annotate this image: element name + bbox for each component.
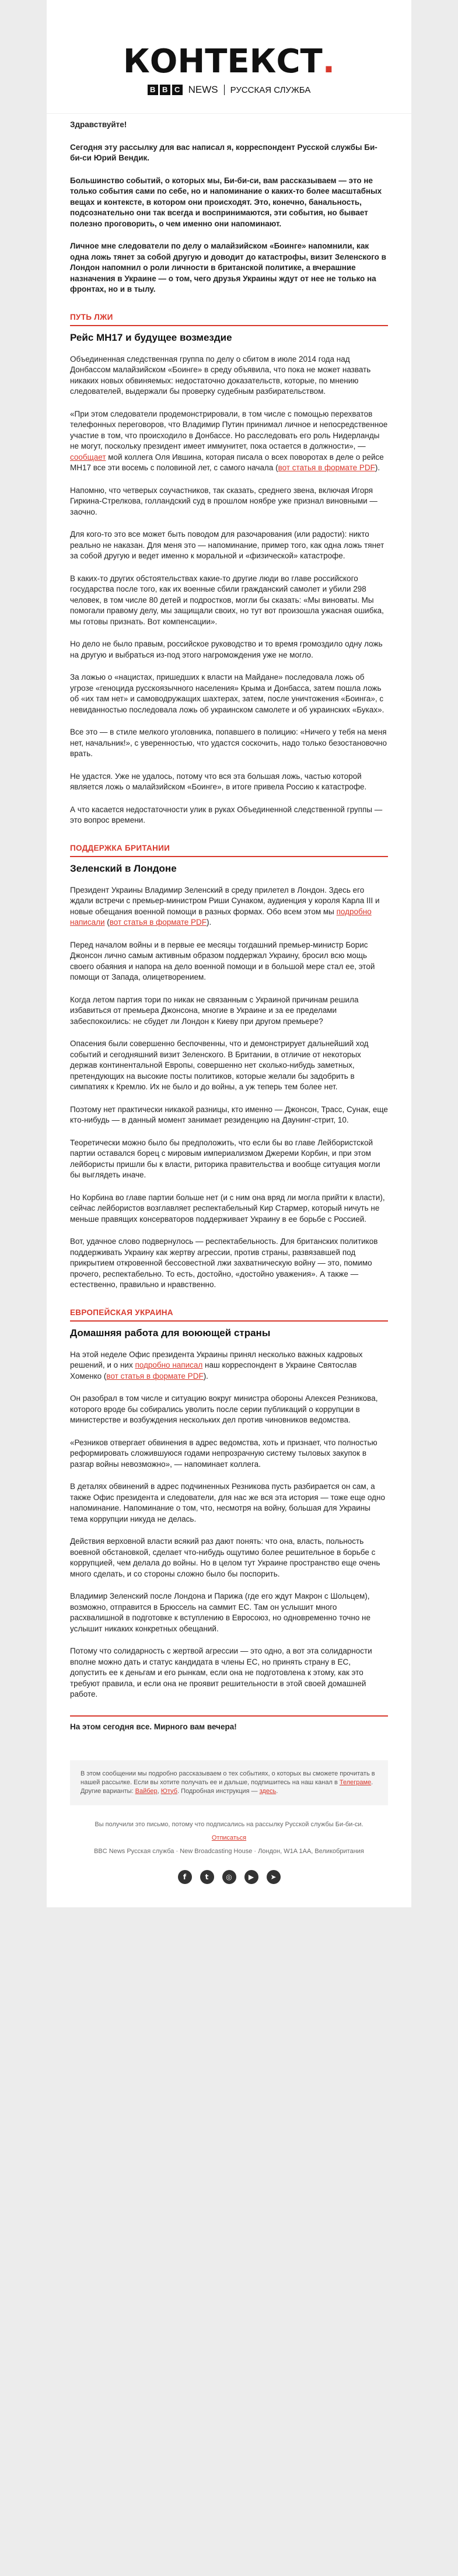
section-title: Зеленский в Лондоне: [70, 862, 177, 874]
article-paragraph: Не удастся. Уже не удалось, потому что вся эта большая ложь, частью которой является ложь о малайзийском «Боинге», в итоге привела Россию к катастрофе.: [70, 771, 367, 791]
text-run: На этой неделе Офис президента Украины принял несколько важных кадровых решений, и о них: [70, 1350, 363, 1369]
facebook-icon[interactable]: f: [178, 1870, 192, 1884]
article-paragraph: [70, 885, 388, 928]
article-link[interactable]: подробно написал: [135, 1361, 203, 1369]
article-paragraph: [70, 1350, 388, 1382]
bbc-letter: B: [160, 85, 170, 95]
article-paragraph: Но дело не было правым, российское руководство и то время громоздило одну ложь на другую и выбраться из-под этого нагромождения уже не могло.: [70, 639, 383, 659]
telegram-icon[interactable]: ➤: [267, 1870, 281, 1884]
bbc-branding: [70, 84, 388, 96]
article-paragraph: Владимир Зеленский после Лондона и Парижа (где его ждут Макрон с Шольцем), возможно, отправится в Брюссель на саммит ЕС. Там он услышит много расхвалишной в подготовке к вступлению в Евросоюз, но одновременно точно не услышит никаких конкретных обещаний.: [70, 1592, 371, 1633]
article-paragraph: Он разобрал в том числе и ситуацию вокруг министра обороны Алексея Резникова, которого вроде бы собирались уволить после серии публикаций о коррупции в министерстве и возбуждения нескольких дел против чиновников ведомства.: [70, 1394, 378, 1424]
text-run: ).: [203, 1371, 208, 1380]
article-paragraph: [70, 409, 388, 474]
logo-text: КОНТЕКСТ: [123, 43, 323, 81]
pdf-link[interactable]: вот статья в формате PDF: [109, 918, 207, 927]
article-paragraph: Но Корбина во главе партии больше нет (и с ним она вряд ли могла прийти к власти), сейчас лейбористов возглавляет респектабельный Кир Стармер, который ничуть не меньше правящих консерваторов поддерживает Украину в ее борьбе с Россией.: [70, 1193, 385, 1224]
instructions-link[interactable]: здесь: [259, 1787, 277, 1795]
intro-lead: Сегодня эту рассылку для вас написал я, корреспондент Русской службы Би-би-си Юрий Вендик.: [70, 142, 377, 162]
section-title: Рейс MH17 и будущее возмездие: [70, 331, 232, 343]
twitter-icon[interactable]: t: [200, 1870, 214, 1884]
service-label: РУССКАЯ СЛУЖБА: [230, 85, 311, 95]
newsletter-footer: [47, 1805, 411, 1867]
section-rubric: ПОДДЕРЖКА БРИТАНИИ: [70, 844, 388, 857]
article-paragraph: Перед началом войны и в первые ее месяцы тогдашний премьер-министр Борис Джонсон лично самым активным образом поддержал Украину, бросил всю мощь своего обаяния и напора на дело военной помощи и в большой мере стал ее, этой помощи от Запада, олицетворением.: [70, 940, 375, 981]
pdf-link[interactable]: вот статья в формате PDF: [278, 463, 375, 472]
article-paragraph: Опасения были совершенно беспочвенны, что и демонстрирует дальнейший ход событий и сегодняшний визит Зеленского. В Британии, в отличие от некоторых держав континентальной Европы, совершенно нет сколько-нибудь заметных, претендующих на высокие посты политиков, которые желали бы задобрить в симпатиях к Кремлю. Их не было и до войны, а уж теперь тем более нет.: [70, 1039, 369, 1091]
article-paragraph: Потому что солидарность с жертвой агрессии — это одно, а вот эта солидарности вполне можно дать и статус кандидата в члены ЕС, но принять страну в ЕС, допустить ее к деньгам и его рынкам, если она не подготовлена к этому, как это требуют правила, и если она не проявит решительности в этой своей домашней работе.: [70, 1647, 372, 1698]
unsubscribe-link[interactable]: Отписаться: [211, 1834, 247, 1841]
newsletter-header: [47, 21, 411, 114]
youtube-icon[interactable]: ▶: [244, 1870, 258, 1884]
text-run: Президент Украины Владимир Зеленский в среду прилетел в Лондон. Здесь его ждали встречи с премьер-министром Риши Сунаком, аудиенция у короля Карла III и новые обещания военной помощи в разных формах. Обо всем этом мы: [70, 885, 380, 916]
article-paragraph: Для кого-то это все может быть поводом для разочарования (или радости): никто реально не наказан. Для меня это — напоминание, пример того, как одна ложь тянет за собой другую и ведет именно к моральной и «физической» катастрофе.: [70, 530, 384, 560]
article-paragraph: Поэтому нет практически никакой разницы, кто именно — Джонсон, Трасс, Сунак, еще кто-нибудь — в данный момент занимает резиденцию на Даунинг-стрит, 10.: [70, 1105, 388, 1124]
article-paragraph: А что касается недостаточности улик в руках Объединенной следственной группы — это вопрос времени.: [70, 805, 383, 824]
signoff: На этом сегодня все. Мирного вам вечера!: [70, 1722, 237, 1731]
article-paragraph: Действия верховной власти всякий раз дают понять: что она, власть, польность воевной обстановкой, сделает что-нибудь ощутимо более решительное в борьбе с коррупцией, чем делала до войны. Но в целом тут Украине пространство еще очень много сделать, и со стороны сложно было бы поспорить.: [70, 1537, 380, 1578]
viber-link[interactable]: Вайбер: [135, 1787, 158, 1795]
bbc-letter: C: [172, 85, 183, 95]
telegram-link[interactable]: Телеграме: [339, 1778, 372, 1786]
text-run: ).: [207, 918, 212, 927]
text-run: (: [104, 918, 110, 927]
text-run: наш корреспондент в Украине Святослав Хоменко (: [70, 1361, 357, 1380]
kontext-logo: [70, 44, 388, 79]
footer-address: BBC News Русская служба · New Broadcasting House · Лондон, W1A 1AA, Великобритания: [94, 1847, 364, 1855]
footer-note: Вы получили это письмо, потому что подписались на рассылку Русской службы Би-би-си.: [95, 1820, 363, 1828]
pdf-link[interactable]: вот статья в формате PDF: [106, 1371, 204, 1380]
newsletter-card: [47, 0, 411, 1907]
section-rubric: ЕВРОПЕЙСКАЯ УКРАИНА: [70, 1308, 388, 1322]
section-rubric: ПУТЬ ЛЖИ: [70, 313, 388, 326]
greeting: Здравствуйте!: [70, 120, 127, 129]
text-run: ).: [375, 463, 380, 472]
social-links: [47, 1867, 411, 1907]
bbc-letter: B: [148, 85, 158, 95]
news-label: NEWS: [188, 84, 218, 95]
article-paragraph: Объединенная следственная группа по делу о сбитом в июле 2014 года над Донбассом малайзийском «Боинге» в среду объявила, что пока не может назвать никаких новых обвиняемых: недостаточно доказательств, которые, по мнению следователей, выдержали бы проверку судебным разбирательством.: [70, 354, 371, 396]
intro-paragraph: Большинство событий, о которых мы, Би-би-си, вам рассказываем — это не только события сами по себе, но и напоминание о каких-то более масштабных вещах и контексте, в котором они происходят. Это, конечно, банальность, подсознательно они так всегда и воспринимаются, эти события, но бывает полезно проговорить, о чем именно они напоминают.: [70, 176, 382, 228]
text-run: «При этом следователи продемонстрировали, в том числе с помощью перехватов телефонных переговоров, что Владимир Путин принимал личное и непосредственное участие в том, что происходило в Донбассе. Но расследовать его роль Нидерланды не могут, поскольку президент имеет иммунитет, пока остается в должности», —: [70, 409, 388, 450]
article-paragraph: Теоретически можно было бы предположить, что если бы во главе Лейбористской партии оставался борец с мировым империализмом Джереми Корбин, и при этом лейбористы пришли бы к власти, риторика правительства и вообще ситуация могли бы выглядеть иначе.: [70, 1138, 380, 1179]
subscription-info-box: [70, 1760, 388, 1805]
logo-dot: .: [322, 43, 335, 81]
instagram-icon[interactable]: ◎: [222, 1870, 236, 1884]
article-paragraph: «Резников отвергает обвинения в адрес ведомства, хоть и признает, что полностью реформировать сложившуюся годами непрозрачную систему тыловых закупок в разгар войны невозможно», — напоминает коллега.: [70, 1438, 377, 1469]
text-run: . Другие варианты:: [81, 1778, 373, 1795]
text-run: мой коллега Оля Ившина, которая писала о всех поворотах в деле о рейсе MH17 все эти восемь с половиной лет, с самого начала (: [70, 452, 384, 472]
newsletter-content: [47, 114, 411, 1760]
text-run: ,: [157, 1787, 161, 1795]
article-link[interactable]: сообщает: [70, 452, 106, 462]
article-link[interactable]: подробно написали: [70, 907, 372, 927]
text-run: .: [276, 1787, 278, 1795]
section-divider: [70, 1712, 388, 1717]
intro-paragraph: Личное мне следователи по делу о малайзийском «Боинге» напомнили, как одна ложь тянет за собой другую и доводит до катастрофы, визит Зеленского в Лондон напомнил о роли личности в британской политике, а вчерашние назначения в Украине — о том, чего друзья Украины ждут от нее не только на фронтах, но и в тылу.: [70, 242, 386, 293]
article-paragraph: Вот, удачное слово подвернулось — респектабельность. Для британских политиков поддерживать Украину как жертву агрессии, против страны, развязавшей под прикрытием откровенной бессовестной лжи захватническую войну — это, помимо прочего, респектабельно. То есть, достойно, «достойно уважения». А также — естественно, правильно и нравственно.: [70, 1237, 378, 1289]
article-paragraph: Когда летом партия тори по никак не связанным с Украиной причинам решила избавиться от премьера Джонсона, многие в Украине и за ее пределами забеспокоились: не сбудет ли Лондон к Киеву при другом премьере?: [70, 995, 359, 1026]
youtube-link[interactable]: Ютуб: [160, 1787, 177, 1795]
article-paragraph: За ложью о «нацистах, пришедших к власти на Майдане» последовала ложь об угрозе «геноцида русскоязычного населения» Крыма и Донбасса, затем пошла ложь об «их там нет» и самоводружащих шахтерах, затем, после уничтожения «Боинга», с невиданностью последовала ложь об украинском самолете и об украинских «Буках».: [70, 673, 384, 714]
text-run: В этом сообщении мы подробно рассказываем о тех событиях, о которых вы сможете прочитать в нашей рассылке. Если вы хотите получать ее и дальше, подпишитесь на наш канал в: [81, 1770, 375, 1786]
divider: [224, 85, 225, 95]
article-paragraph: В деталях обвинений в адрес подчиненных Резникова пусть разбирается он сам, а также Офис президента и следователи, для нас же вся эта история — тоже еще одно напоминание. Напоминание о том, что, несмотря на войну, большая для Украины тема коррупции никуда не делась.: [70, 1482, 385, 1523]
article-paragraph: В каких-то других обстоятельствах какие-то другие люди во главе российского государства после того, как их военные сбили гражданский самолет и убили 298 человек, в том числе 80 детей и подростков, могли бы сказать: «Мы виноваты. Мы помогали правому делу, мы защищали своих, но тут вот произошла ужасная ошибка, мы готовы признать. Вот компенсации».: [70, 574, 384, 626]
section-title: Домашняя работа для воюющей страны: [70, 1327, 271, 1338]
text-run: . Подробная инструкция —: [177, 1787, 260, 1795]
article-paragraph: Все это — в стиле мелкого уголовника, попавшего в полицию: «Ничего у тебя на меня нет, начальник!», с уверенностью, что удастся соскочить, надо только безостановочно врать.: [70, 728, 387, 758]
bbc-logo: [148, 85, 183, 95]
article-paragraph: Напомню, что четверых соучастников, так сказать, среднего звена, включая Игоря Гиркина-Стрелкова, голландский суд в прошлом ноябре уже признал виновными — заочно.: [70, 485, 377, 516]
